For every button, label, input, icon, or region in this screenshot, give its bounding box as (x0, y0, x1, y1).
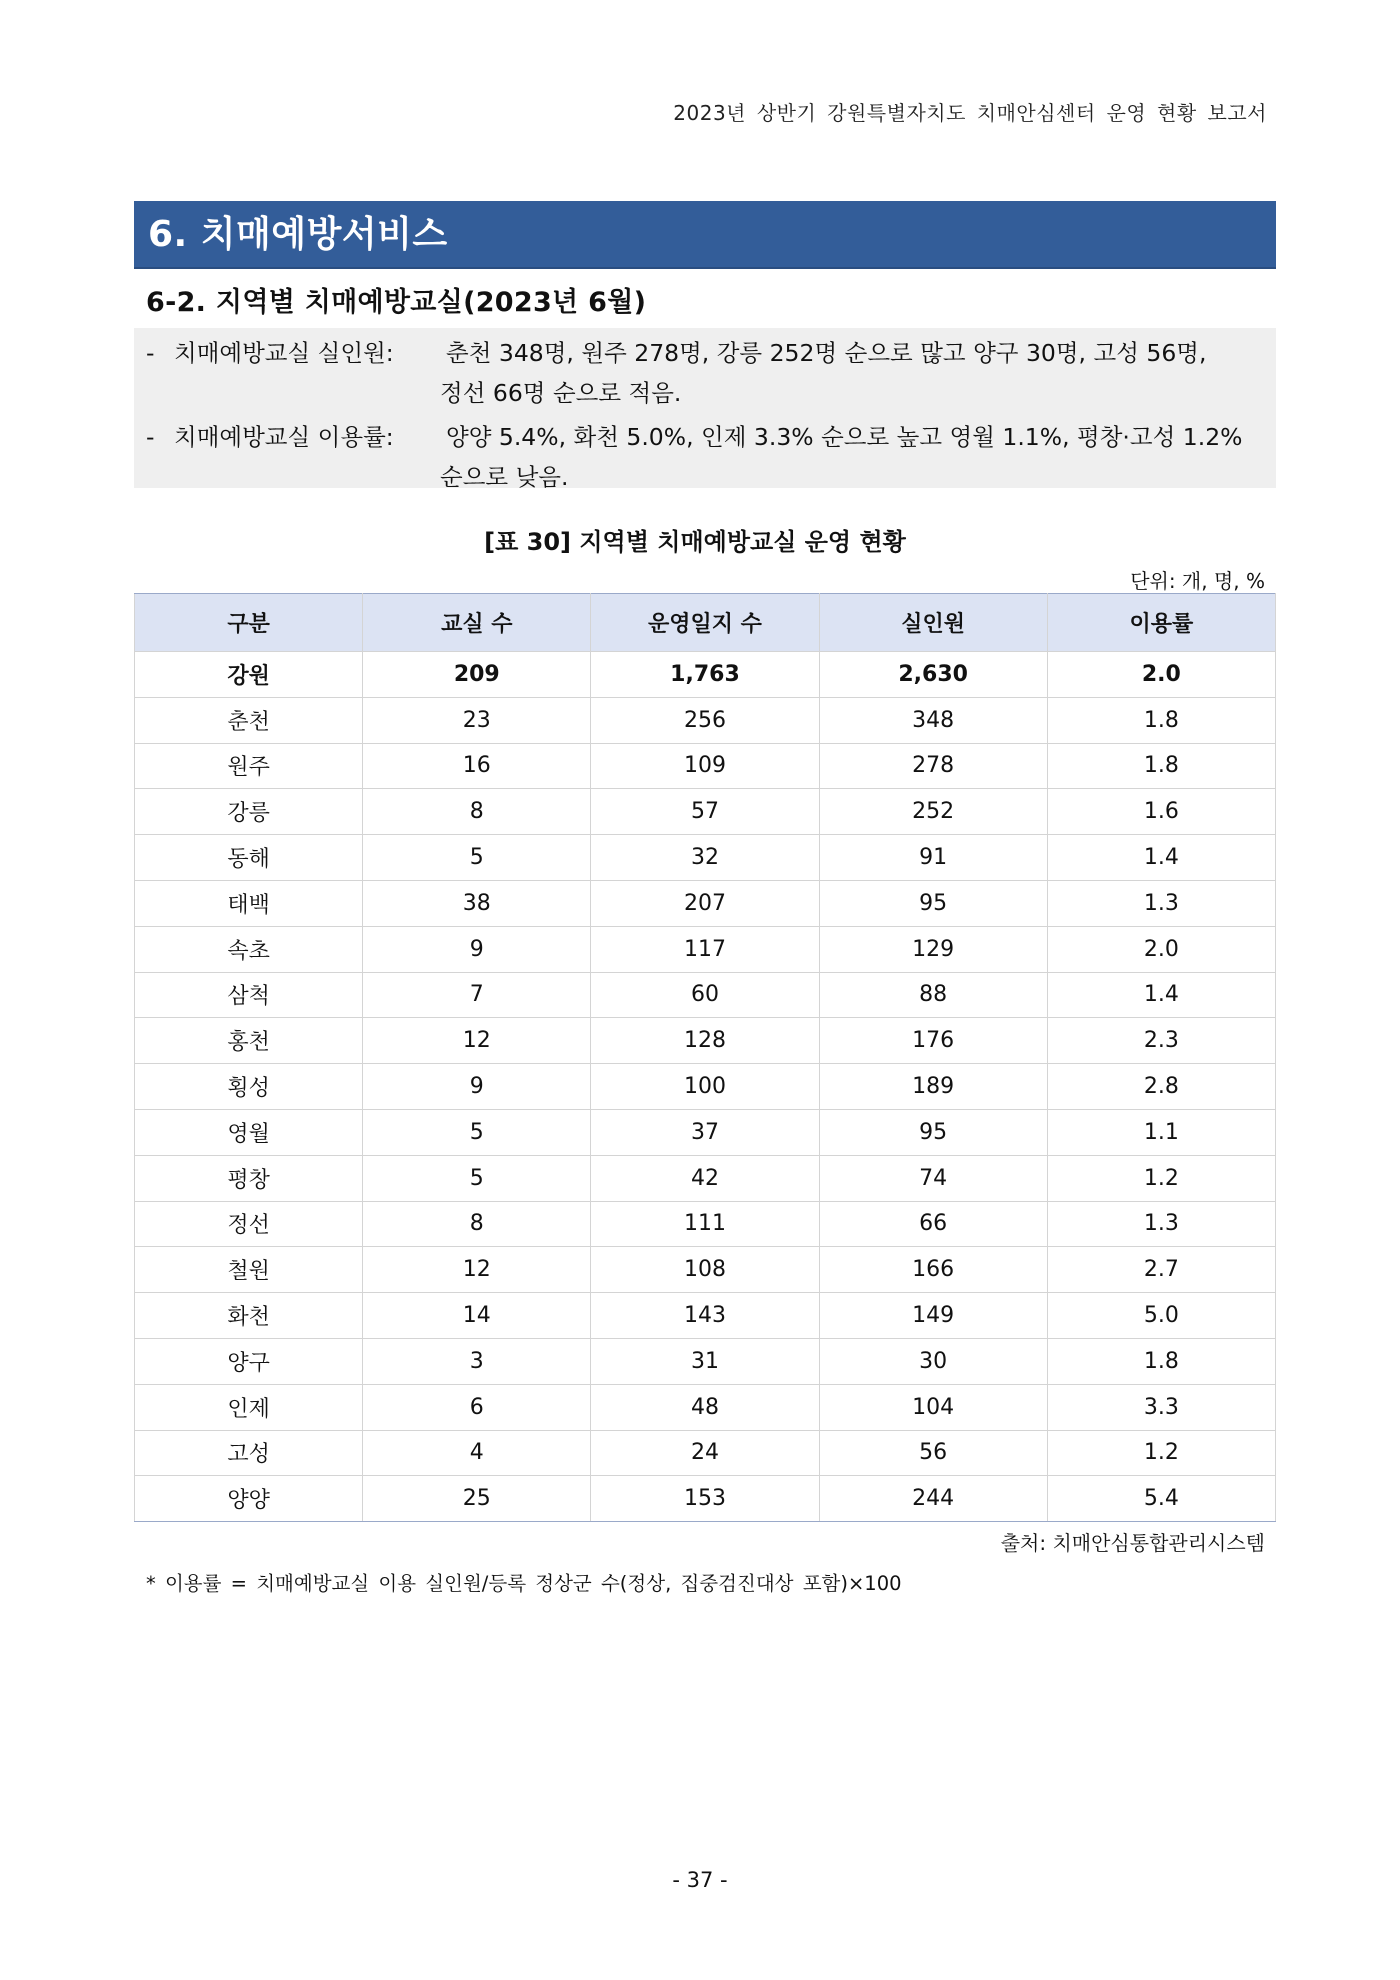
table-row (135, 926, 1276, 972)
table-cell: 2.0 (1047, 652, 1275, 698)
table-row (135, 1155, 1276, 1201)
table-cell: 149 (819, 1293, 1047, 1339)
table-cell: 95 (819, 880, 1047, 926)
running-header: 2023년 상반기 강원특별자치도 치매안심센터 운영 현황 보고서 (673, 101, 1267, 125)
table-cell: 태백 (135, 880, 363, 926)
column-header: 이용률 (1047, 594, 1275, 652)
table-cell: 31 (591, 1338, 819, 1384)
table-cell: 117 (591, 926, 819, 972)
table-cell: 38 (363, 880, 591, 926)
table-cell: 1.8 (1047, 697, 1275, 743)
table-cell: 207 (591, 880, 819, 926)
table-cell: 화천 (135, 1293, 363, 1339)
table-row (135, 743, 1276, 789)
summary-text: 춘천 348명, 원주 278명, 강릉 252명 순으로 많고 양구 30명, 고성 56명, (446, 339, 1207, 367)
table-cell: 양구 (135, 1338, 363, 1384)
table-cell: 2.3 (1047, 1018, 1275, 1064)
table-cell: 영월 (135, 1109, 363, 1155)
table-cell: 1.1 (1047, 1109, 1275, 1155)
table-cell: 104 (819, 1384, 1047, 1430)
table-cell: 1.4 (1047, 835, 1275, 881)
table-cell: 7 (363, 972, 591, 1018)
table-row (135, 697, 1276, 743)
table-cell: 57 (591, 789, 819, 835)
table-cell: 111 (591, 1201, 819, 1247)
table-cell: 14 (363, 1293, 591, 1339)
table-cell: 1.8 (1047, 743, 1275, 789)
table-cell: 평창 (135, 1155, 363, 1201)
table-cell: 16 (363, 743, 591, 789)
table-row (135, 880, 1276, 926)
column-header: 실인원 (819, 594, 1047, 652)
table-cell: 5 (363, 1109, 591, 1155)
summary-label: 치매예방교실 실인원: (174, 339, 394, 367)
summary-text-continuation: 정선 66명 순으로 적음. (440, 379, 682, 407)
table-cell: 32 (591, 835, 819, 881)
table-cell: 12 (363, 1247, 591, 1293)
table-cell: 42 (591, 1155, 819, 1201)
table-row (135, 1018, 1276, 1064)
table-cell: 143 (591, 1293, 819, 1339)
table-cell: 176 (819, 1018, 1047, 1064)
table-cell: 1.8 (1047, 1338, 1275, 1384)
table-row (135, 972, 1276, 1018)
table-cell: 100 (591, 1064, 819, 1110)
table-row (135, 1247, 1276, 1293)
table-cell: 88 (819, 972, 1047, 1018)
table-cell: 동해 (135, 835, 363, 881)
table-cell: 강원 (135, 652, 363, 698)
table-cell: 23 (363, 697, 591, 743)
table-cell: 4 (363, 1430, 591, 1476)
table-cell: 256 (591, 697, 819, 743)
table-cell: 춘천 (135, 697, 363, 743)
table-header-row (135, 594, 1276, 652)
table-cell: 3 (363, 1338, 591, 1384)
page-number: - 37 - (672, 1868, 728, 1892)
table-cell: 속초 (135, 926, 363, 972)
table-cell: 정선 (135, 1201, 363, 1247)
table-cell: 244 (819, 1476, 1047, 1522)
table-row (135, 1293, 1276, 1339)
table-cell: 홍천 (135, 1018, 363, 1064)
section-title-bar: 6. 치매예방서비스 (134, 201, 1276, 269)
table-cell: 252 (819, 789, 1047, 835)
table-cell: 9 (363, 926, 591, 972)
table-cell: 66 (819, 1201, 1047, 1247)
table-cell: 209 (363, 652, 591, 698)
summary-text: 양양 5.4%, 화천 5.0%, 인제 3.3% 순으로 높고 영월 1.1%, 평창·고성 1.2% (446, 423, 1243, 451)
table-cell: 8 (363, 789, 591, 835)
table-cell: 2.0 (1047, 926, 1275, 972)
table-row (135, 1109, 1276, 1155)
table-cell: 2,630 (819, 652, 1047, 698)
table-row (135, 835, 1276, 881)
table-cell: 91 (819, 835, 1047, 881)
table-cell: 5.4 (1047, 1476, 1275, 1522)
table-cell: 원주 (135, 743, 363, 789)
table-row-total (135, 652, 1276, 698)
table-cell: 강릉 (135, 789, 363, 835)
column-header: 교실 수 (363, 594, 591, 652)
table-cell: 153 (591, 1476, 819, 1522)
source-label: 출처: 치매안심통합관리시스템 (1000, 1531, 1265, 1555)
table-cell: 3.3 (1047, 1384, 1275, 1430)
table-cell: 5 (363, 1155, 591, 1201)
summary-dash: - (146, 423, 155, 451)
table-cell: 2.8 (1047, 1064, 1275, 1110)
table-row (135, 1384, 1276, 1430)
table-cell: 166 (819, 1247, 1047, 1293)
table-cell: 5 (363, 835, 591, 881)
table-cell: 74 (819, 1155, 1047, 1201)
table-cell: 1.2 (1047, 1430, 1275, 1476)
table-cell: 30 (819, 1338, 1047, 1384)
table-cell: 348 (819, 697, 1047, 743)
table-cell: 278 (819, 743, 1047, 789)
table-cell: 109 (591, 743, 819, 789)
table-cell: 24 (591, 1430, 819, 1476)
table-cell: 60 (591, 972, 819, 1018)
table-row (135, 1430, 1276, 1476)
table-cell: 48 (591, 1384, 819, 1430)
summary-label: 치매예방교실 이용률: (174, 423, 394, 451)
region-table (134, 593, 1276, 1522)
table-cell: 철원 (135, 1247, 363, 1293)
table-row (135, 1064, 1276, 1110)
column-header: 운영일지 수 (591, 594, 819, 652)
summary-item (146, 332, 1206, 374)
table-row (135, 1338, 1276, 1384)
table-cell: 95 (819, 1109, 1047, 1155)
table-cell: 2.7 (1047, 1247, 1275, 1293)
table-cell: 189 (819, 1064, 1047, 1110)
table-cell: 37 (591, 1109, 819, 1155)
summary-text-continuation: 순으로 낮음. (440, 463, 569, 491)
column-header: 구분 (135, 594, 363, 652)
table-cell: 횡성 (135, 1064, 363, 1110)
table-row (135, 1201, 1276, 1247)
table-cell: 25 (363, 1476, 591, 1522)
table-row (135, 789, 1276, 835)
summary-dash: - (146, 339, 155, 367)
table-cell: 1.2 (1047, 1155, 1275, 1201)
table-cell: 인제 (135, 1384, 363, 1430)
table-cell: 1.4 (1047, 972, 1275, 1018)
table-row (135, 1476, 1276, 1522)
table-cell: 1.3 (1047, 1201, 1275, 1247)
unit-label: 단위: 개, 명, % (1130, 569, 1265, 593)
table-cell: 1,763 (591, 652, 819, 698)
table-cell: 108 (591, 1247, 819, 1293)
footnote: * 이용률 = 치매예방교실 이용 실인원/등록 정상군 수(정상, 집중검진대상 포함)×100 (146, 1572, 902, 1595)
table-cell: 고성 (135, 1430, 363, 1476)
summary-box (134, 328, 1276, 491)
table-cell: 삼척 (135, 972, 363, 1018)
table-cell: 6 (363, 1384, 591, 1430)
table-cell: 8 (363, 1201, 591, 1247)
table-cell: 128 (591, 1018, 819, 1064)
table-cell: 9 (363, 1064, 591, 1110)
table-cell: 1.6 (1047, 789, 1275, 835)
table-cell: 129 (819, 926, 1047, 972)
table-cell: 1.3 (1047, 880, 1275, 926)
table-cell: 12 (363, 1018, 591, 1064)
table-caption: [표 30] 지역별 치매예방교실 운영 현황 (484, 528, 906, 556)
summary-item (146, 416, 1242, 458)
table-cell: 양양 (135, 1476, 363, 1522)
subsection-title: 6-2. 지역별 치매예방교실(2023년 6월) (146, 287, 647, 318)
table-cell: 5.0 (1047, 1293, 1275, 1339)
table-cell: 56 (819, 1430, 1047, 1476)
